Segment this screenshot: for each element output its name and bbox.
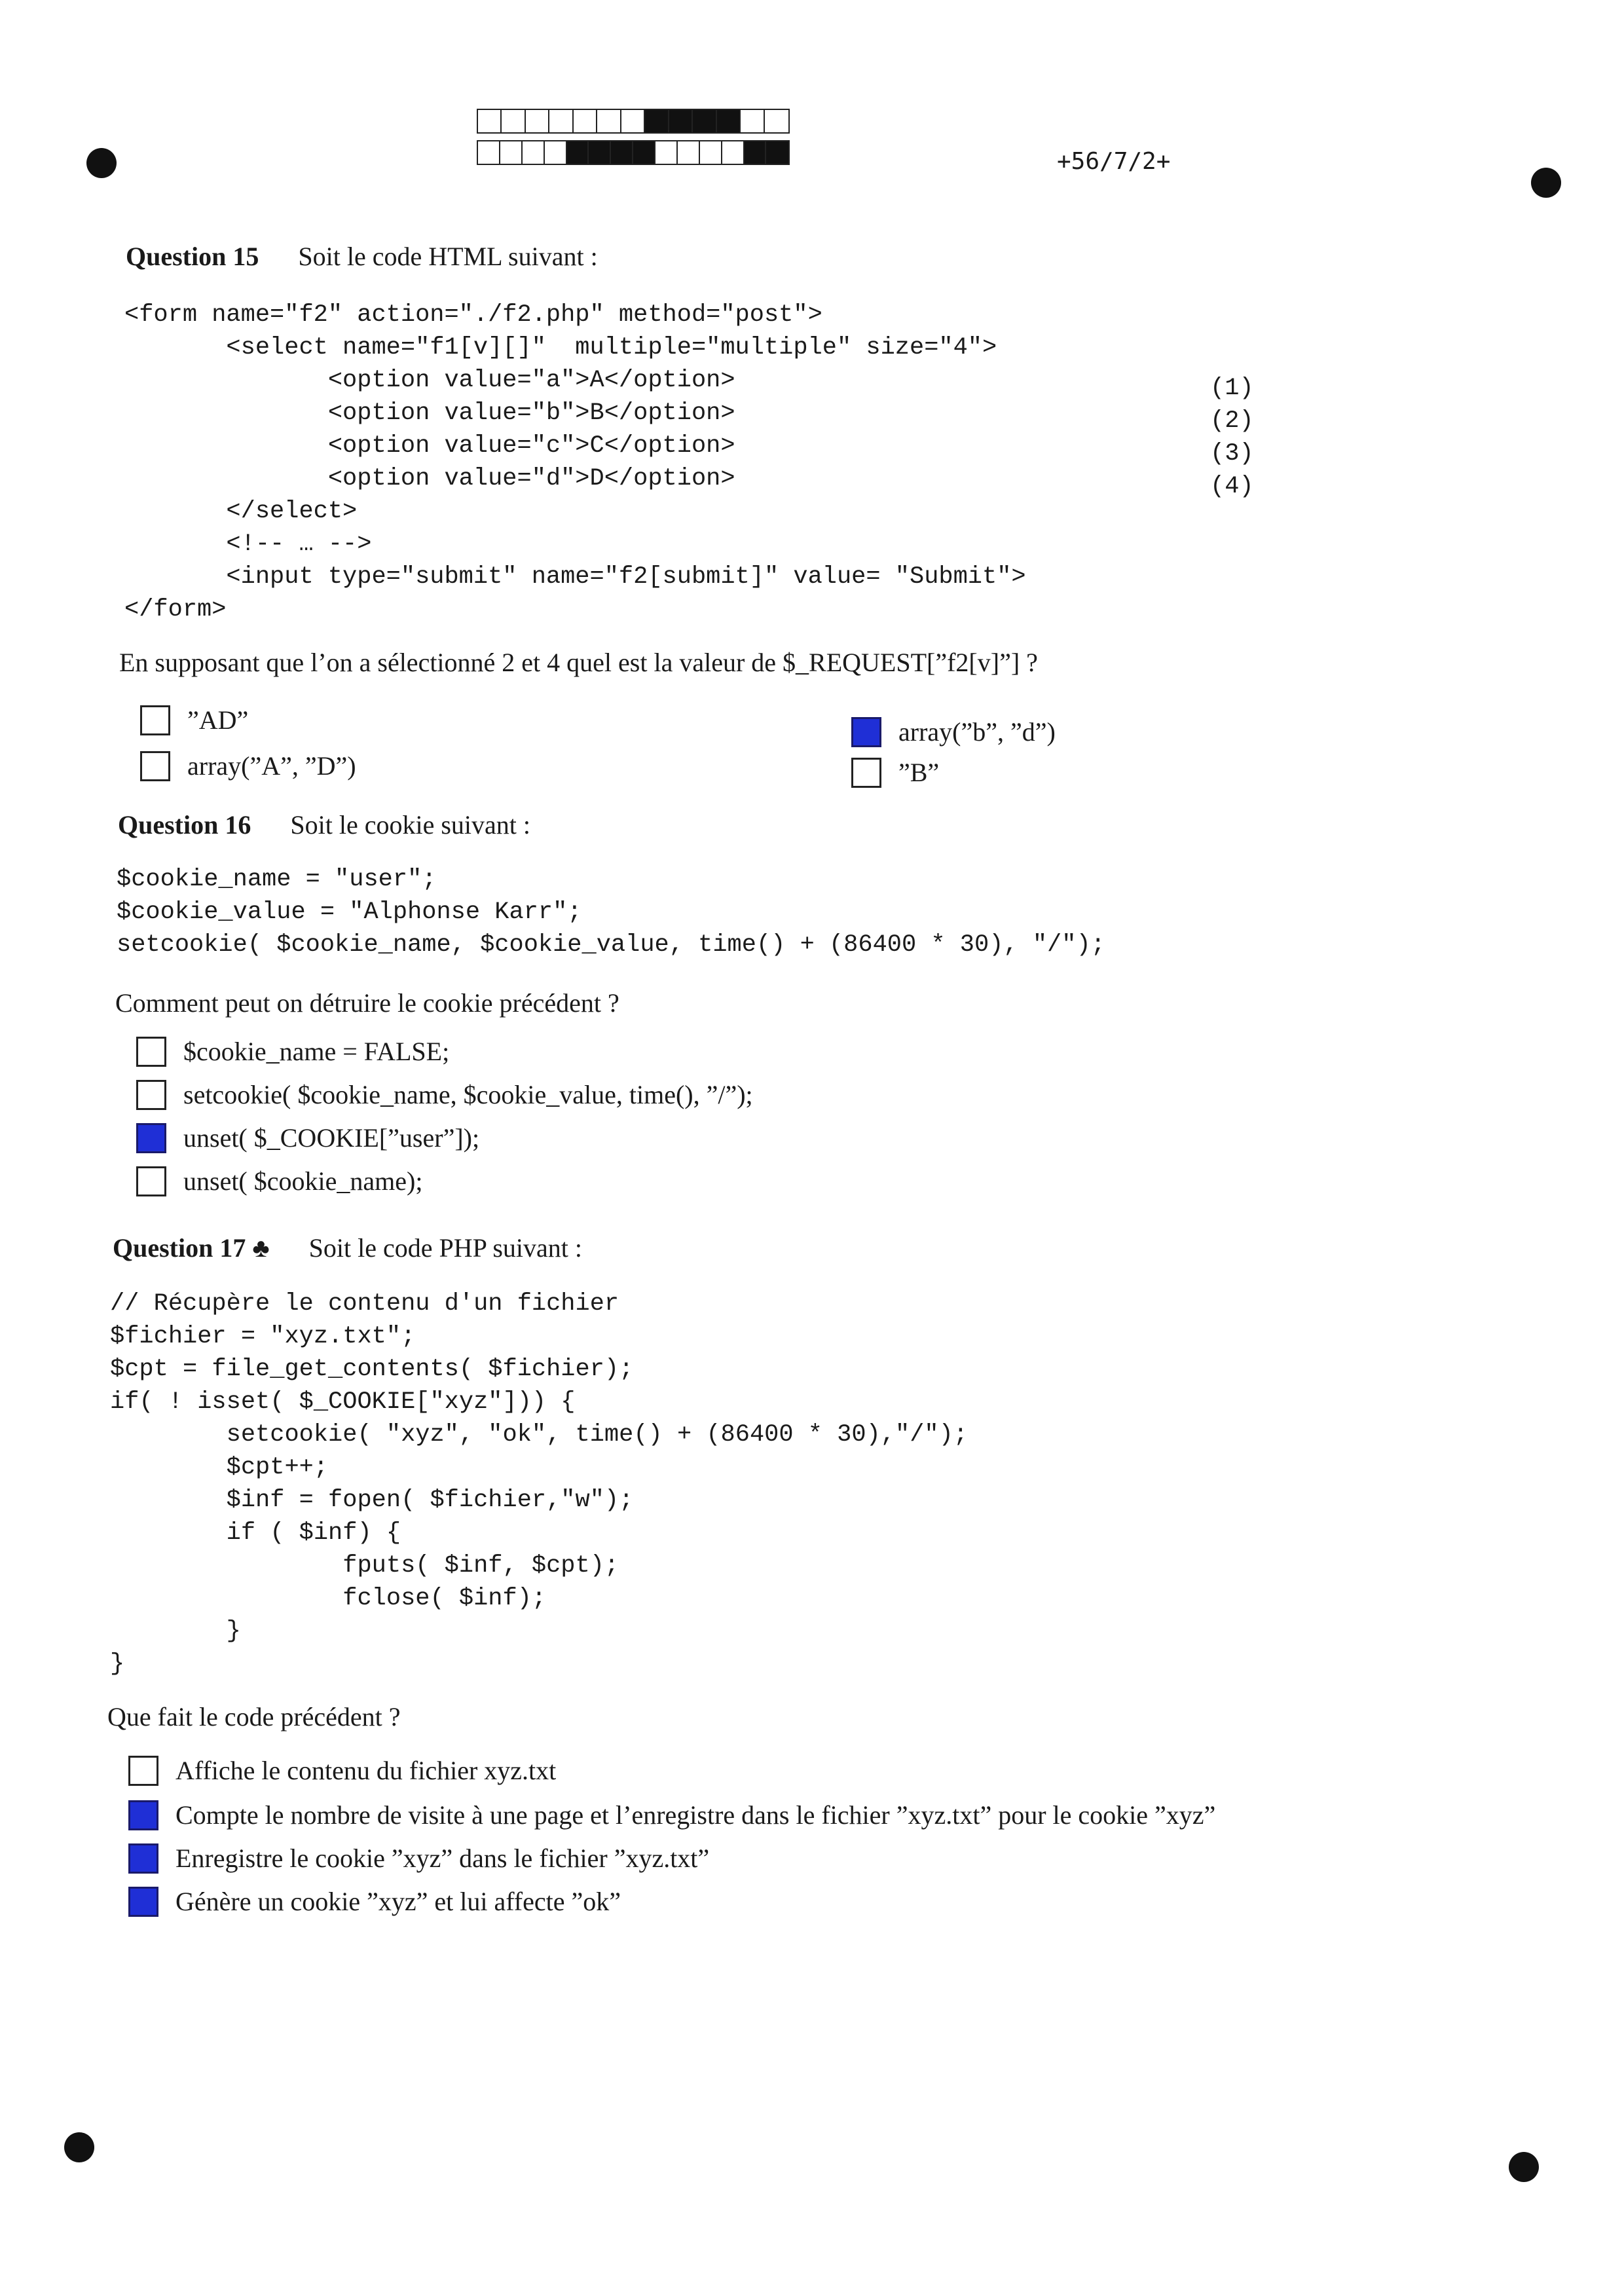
checkbox[interactable] [136,1080,166,1110]
barcode-cell [621,110,645,132]
checkbox[interactable] [128,1800,158,1830]
checkbox[interactable] [128,1756,158,1786]
registration-mark-bottom-right [1509,2152,1539,2182]
barcode-cell [693,110,716,132]
barcode-cell [669,110,693,132]
option-label: Compte le nombre de visite à une page et l’enregistre dans le fichier ”xyz.txt” pour le cookie ”xyz” [175,1800,1216,1830]
question-intro: Soit le code PHP suivant : [308,1233,583,1263]
q15-option-1[interactable] [140,705,248,735]
barcode-cell [645,110,669,132]
registration-mark-bottom-left [64,2132,94,2162]
barcode-cell [717,110,741,132]
barcode-cell [765,110,788,132]
barcode-cell [589,141,611,164]
option-label: unset( $cookie_name); [183,1166,423,1196]
barcode-cell [678,141,700,164]
question-intro: Soit le cookie suivant : [290,810,530,840]
q17-option-2[interactable] [128,1800,1215,1830]
barcode-cell [655,141,678,164]
option-label: $cookie_name = FALSE; [183,1037,450,1066]
option-label: Affiche le contenu du fichier xyz.txt [175,1756,557,1785]
checkbox[interactable] [851,758,881,788]
barcode-cell [700,141,722,164]
question-15-line-numbers: (1) (2) (3) (4) [1210,375,1254,500]
question-16-code: $cookie_name = "user"; $cookie_value = "Alphonse Karr"; setcookie( $cookie_name, $cookie_value, time() + (86400 * 30), "/"); [117,866,1105,959]
option-label: array(”b”, ”d”) [898,717,1056,747]
page-id: +56/7/2+ [1057,148,1171,175]
checkbox[interactable] [851,717,881,747]
barcode-cell [478,141,500,164]
option-label: Génère un cookie ”xyz” et lui affecte ”ok” [175,1887,621,1916]
barcode-cell [545,141,567,164]
question-16-heading [118,809,530,840]
question-15-code: <form name="f2" action="./f2.php" method="post"> <select name="f1[v][]" multiple="multiple" size="4"> <option value="a">A</option> <option value="b">B</option> <option value="c">C</option> <option value="d">D</option> </select> <!-- … --> <input type="submit" name="f2[submit]" value= "Submit"> </form> [124,301,1026,623]
barcode-cell [597,110,621,132]
barcode-cell [567,141,589,164]
barcode-cell [741,110,764,132]
barcode-cell [611,141,633,164]
barcode-cell [766,141,788,164]
checkbox[interactable] [136,1166,166,1196]
question-15-prompt: En supposant que l’on a sélectionné 2 et 4 quel est la valeur de $_REQUEST[”f2[v]”] ? [119,648,1038,677]
barcode-cell [633,141,655,164]
q15-option-4[interactable] [851,757,939,788]
option-label: ”B” [898,758,940,787]
barcode-cell [478,110,502,132]
barcode-cell [502,110,525,132]
checkbox[interactable] [136,1123,166,1153]
q17-option-3[interactable] [128,1843,709,1874]
q17-option-4[interactable] [128,1886,621,1917]
question-15-heading [126,241,598,272]
barcode-row-2 [477,140,790,165]
option-label: ”AD” [187,705,249,735]
barcode-row-1 [477,109,790,134]
checkbox[interactable] [128,1887,158,1917]
checkbox[interactable] [128,1843,158,1874]
q15-option-2[interactable] [140,750,356,781]
q16-option-1[interactable] [136,1036,449,1067]
barcode-cell [549,110,573,132]
barcode-cell [745,141,767,164]
question-intro: Soit le code HTML suivant : [298,242,598,271]
barcode-cell [526,110,549,132]
q16-option-2[interactable] [136,1079,753,1110]
barcode-cell [523,141,545,164]
checkbox[interactable] [140,751,170,781]
question-16-prompt: Comment peut on détruire le cookie précédent ? [115,988,619,1018]
option-label: array(”A”, ”D”) [187,751,356,781]
option-label: unset( $_COOKIE[”user”]); [183,1123,480,1153]
barcode-cell [574,110,597,132]
option-label: Enregistre le cookie ”xyz” dans le fichier ”xyz.txt” [175,1843,710,1873]
checkbox[interactable] [140,705,170,735]
q16-option-4[interactable] [136,1166,422,1196]
question-17-heading [113,1232,582,1263]
registration-mark-top-right [1531,168,1561,198]
barcode-cell [722,141,745,164]
option-label: setcookie( $cookie_name, $cookie_value, time(), ”/”); [183,1080,753,1109]
q17-option-1[interactable] [128,1755,556,1786]
question-number: Question 15 [126,242,259,271]
checkbox[interactable] [136,1037,166,1067]
q15-option-3[interactable] [851,716,1056,747]
question-17-code: // Récupère le contenu d'un fichier $fichier = "xyz.txt"; $cpt = file_get_contents( $fichier); if( ! isset( $_COOKIE["xyz"])) { setcookie( "xyz", "ok", time() + (86400 * 30),"/"); $cpt++; $inf = fopen( $fichier,"w"); if ( $inf) { fputs( $inf, $cpt); fclose( $inf); } } [110,1290,969,1678]
question-number: Question 16 [118,810,251,840]
registration-mark-top-left [86,148,117,178]
question-17-prompt: Que fait le code précédent ? [107,1702,401,1731]
barcode-cell [500,141,523,164]
question-number: Question 17 ♣ [113,1233,270,1263]
q16-option-3[interactable] [136,1122,479,1153]
